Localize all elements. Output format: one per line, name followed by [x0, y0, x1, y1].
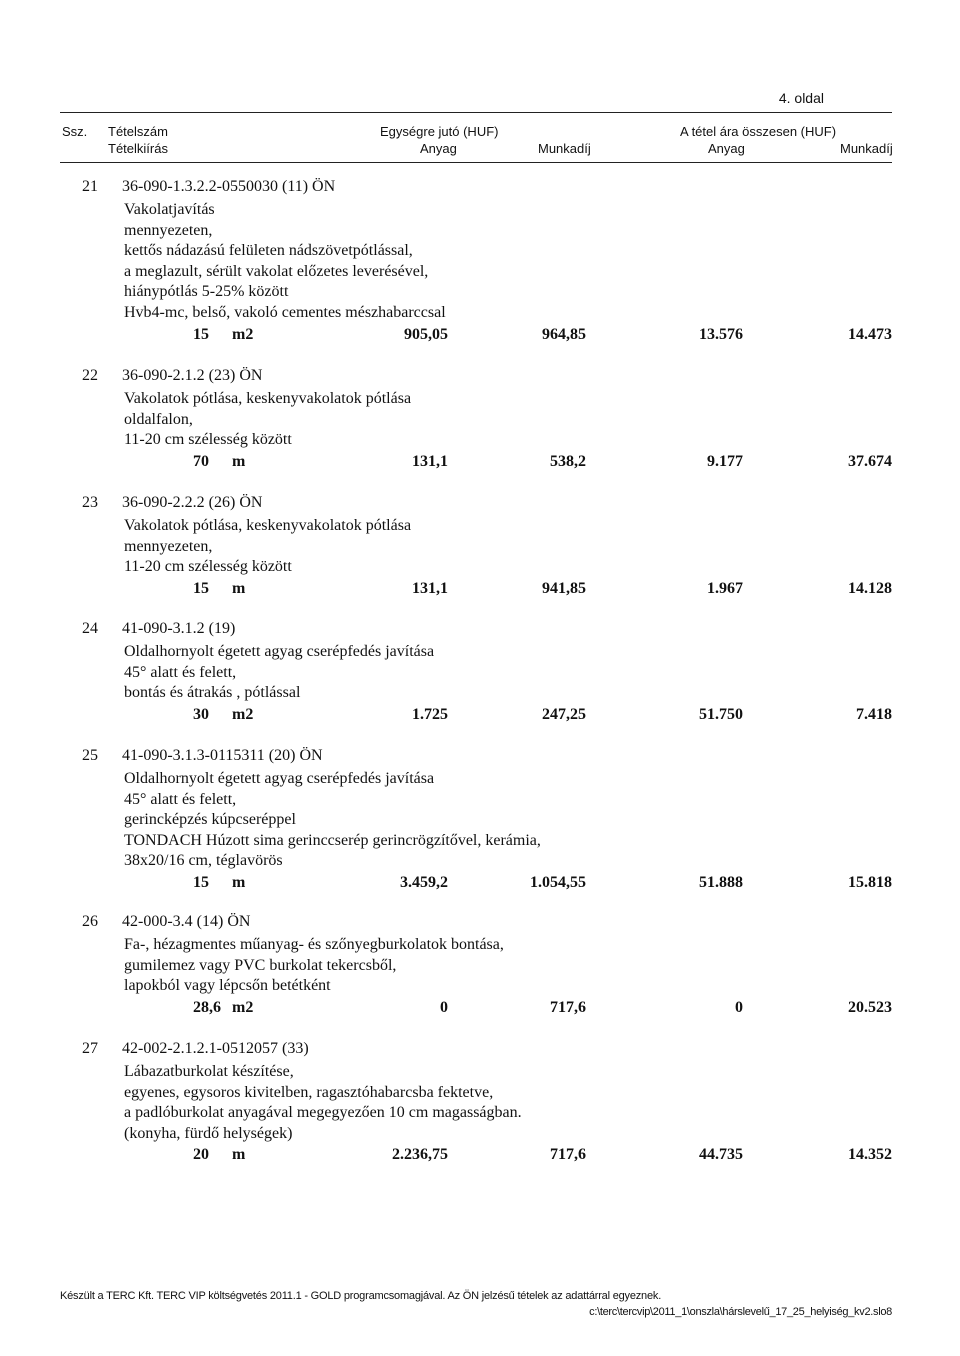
- header-top-rule: [60, 112, 892, 113]
- header-tetelkiiras: Tételkiírás: [108, 141, 168, 156]
- total-material-price: 13.576: [699, 325, 743, 343]
- item-code: 41-090-3.1.3-0115311 (20) ÖN: [122, 747, 323, 764]
- item-code: 42-002-2.1.2.1-0512057 (33): [122, 1040, 309, 1057]
- description-line: mennyezeten,: [124, 537, 213, 555]
- total-labor-price: 37.674: [848, 452, 892, 470]
- item-number: 24: [82, 620, 98, 637]
- description-line: bontás és átrakás , pótlással: [124, 684, 301, 702]
- quantity: 15: [193, 874, 209, 891]
- description-line: Vakolatok pótlása, keskenyvakolatok pótlása: [124, 390, 412, 407]
- total-labor-price: 15.818: [848, 874, 892, 891]
- description-line: Hvb4-mc, belső, vakoló cementes mészhabarccsal: [124, 303, 446, 321]
- description-line: a meglazult, sérült vakolat előzetes leverésével,: [124, 262, 429, 280]
- quantity-row: [0, 999, 960, 1019]
- unit: m: [232, 579, 246, 597]
- unit-labor-price: 964,85: [542, 325, 586, 343]
- unit-material-price: 131,1: [412, 579, 448, 597]
- unit-labor-price: 1.054,55: [530, 874, 586, 891]
- unit-material-price: 0: [440, 998, 448, 1016]
- unit-material-price: 1.725: [412, 705, 448, 723]
- total-material-price: 1.967: [707, 579, 743, 597]
- description-line: hiánypótlás 5-25% között: [124, 283, 289, 301]
- footer-credit: Készült a TERC Kft. TERC VIP költségvetés 2011.1 - GOLD programcsomagjával. Az ÖN jelzésű tételek az adattárral egyeznek.: [60, 1290, 662, 1302]
- description-line: a padlóburkolat anyagával megegyezően 10 cm magasságban.: [124, 1104, 522, 1122]
- total-material-price: 51.888: [699, 874, 743, 891]
- quantity: 28,6: [193, 998, 221, 1016]
- quantity-row: [0, 326, 960, 346]
- item-code: 36-090-2.2.2 (26) ÖN: [122, 494, 263, 511]
- item-number: 27: [82, 1040, 98, 1057]
- item-number: 23: [82, 494, 98, 511]
- description-line: Fa-, hézagmentes műanyag- és szőnyegburkolatok bontása,: [124, 936, 504, 953]
- description-line: Lábazatburkolat készítése,: [124, 1063, 294, 1080]
- item-description: [124, 642, 434, 704]
- page-number: 4. oldal: [778, 90, 824, 106]
- header-total-material: Anyag: [708, 141, 745, 156]
- total-labor-price: 14.352: [848, 1146, 892, 1164]
- item-number: 21: [82, 178, 98, 195]
- header-total-title: A tétel ára összesen (HUF): [680, 124, 837, 139]
- item-description: [124, 769, 541, 872]
- description-line: egyenes, egysoros kivitelben, ragasztóhabarcsba fektetve,: [124, 1083, 494, 1101]
- quantity-row: [0, 580, 960, 600]
- description-line: lapokból vagy lépcsőn betétként: [124, 977, 331, 995]
- header-unit-price-title: Egységre jutó (HUF): [380, 124, 499, 139]
- unit-labor-price: 538,2: [550, 452, 586, 470]
- description-line: 11-20 cm szélesség között: [124, 558, 292, 576]
- description-line: Oldalhornyolt égetett agyag cserépfedés javítása: [124, 770, 435, 787]
- unit-material-price: 3.459,2: [400, 874, 448, 891]
- unit: m: [232, 874, 246, 891]
- header-bottom-rule: [60, 162, 892, 163]
- unit-material-price: 2.236,75: [392, 1146, 448, 1164]
- unit: m: [232, 452, 246, 470]
- quantity: 15: [193, 325, 209, 343]
- item-description: [124, 200, 446, 324]
- item-code: 36-090-1.3.2.2-0550030 (11) ÖN: [122, 178, 336, 195]
- quantity-row: [0, 706, 960, 726]
- unit: m2: [232, 705, 254, 723]
- item-description: [124, 935, 504, 997]
- header-unit-material: Anyag: [420, 141, 457, 156]
- description-line: Vakolatjavítás: [124, 201, 215, 218]
- item-number: 22: [82, 367, 98, 384]
- item-description: [124, 389, 411, 451]
- description-line: 45° alatt és felett,: [124, 790, 237, 808]
- description-line: (konyha, fürdő helységek): [124, 1124, 293, 1142]
- unit: m2: [232, 998, 254, 1016]
- quantity-row: [0, 1146, 960, 1166]
- unit-labor-price: 717,6: [550, 1146, 586, 1164]
- unit-material-price: 131,1: [412, 452, 448, 470]
- unit-labor-price: 941,85: [542, 579, 586, 597]
- unit-labor-price: 247,25: [542, 705, 586, 723]
- quantity: 30: [193, 705, 209, 723]
- total-material-price: 0: [735, 998, 743, 1016]
- description-line: Vakolatok pótlása, keskenyvakolatok pótlása: [124, 517, 412, 534]
- item-code: 36-090-2.1.2 (23) ÖN: [122, 367, 263, 384]
- total-labor-price: 14.128: [848, 579, 892, 597]
- quantity: 70: [193, 452, 209, 470]
- footer-file-path: c:\terc\tercvip\2011_1\onszla\hárslevelű_17_25_helyiség_kv2.slo8: [589, 1306, 892, 1318]
- unit-material-price: 905,05: [404, 325, 448, 343]
- total-labor-price: 7.418: [856, 705, 892, 723]
- total-labor-price: 14.473: [848, 325, 892, 343]
- header-tetelszam: Tételszám: [108, 124, 168, 139]
- description-line: 11-20 cm szélesség között: [124, 431, 292, 449]
- item-number: 25: [82, 747, 98, 764]
- header-total-labor: Munkadíj: [840, 141, 893, 156]
- item-code: 42-000-3.4 (14) ÖN: [122, 913, 251, 930]
- total-labor-price: 20.523: [848, 998, 892, 1016]
- quantity-row: [0, 874, 960, 894]
- header-ssz: Ssz.: [62, 124, 88, 139]
- description-line: 45° alatt és felett,: [124, 663, 237, 681]
- item-code: 41-090-3.1.2 (19): [122, 620, 236, 637]
- description-line: Oldalhornyolt égetett agyag cserépfedés javítása: [124, 643, 435, 660]
- unit-labor-price: 717,6: [550, 998, 586, 1016]
- header-unit-labor: Munkadíj: [538, 141, 591, 156]
- quantity: 20: [193, 1146, 209, 1164]
- quantity-row: [0, 453, 960, 473]
- total-material-price: 9.177: [707, 452, 743, 470]
- unit: m: [232, 1146, 246, 1164]
- description-line: gerincképzés kúpcseréppel: [124, 811, 296, 829]
- description-line: oldalfalon,: [124, 410, 193, 428]
- description-line: kettős nádazású felületen nádszövetpótlással,: [124, 242, 413, 260]
- description-line: 38x20/16 cm, téglavörös: [124, 852, 283, 870]
- quantity: 15: [193, 579, 209, 597]
- item-description: [124, 1062, 522, 1144]
- total-material-price: 44.735: [699, 1146, 743, 1164]
- unit: m2: [232, 325, 254, 343]
- description-line: TONDACH Húzott sima gerinccserép gerincrögzítővel, kerámia,: [124, 831, 541, 849]
- item-description: [124, 516, 411, 578]
- item-number: 26: [82, 913, 98, 930]
- description-line: mennyezeten,: [124, 221, 213, 239]
- description-line: gumilemez vagy PVC burkolat tekercsből,: [124, 956, 397, 974]
- total-material-price: 51.750: [699, 705, 743, 723]
